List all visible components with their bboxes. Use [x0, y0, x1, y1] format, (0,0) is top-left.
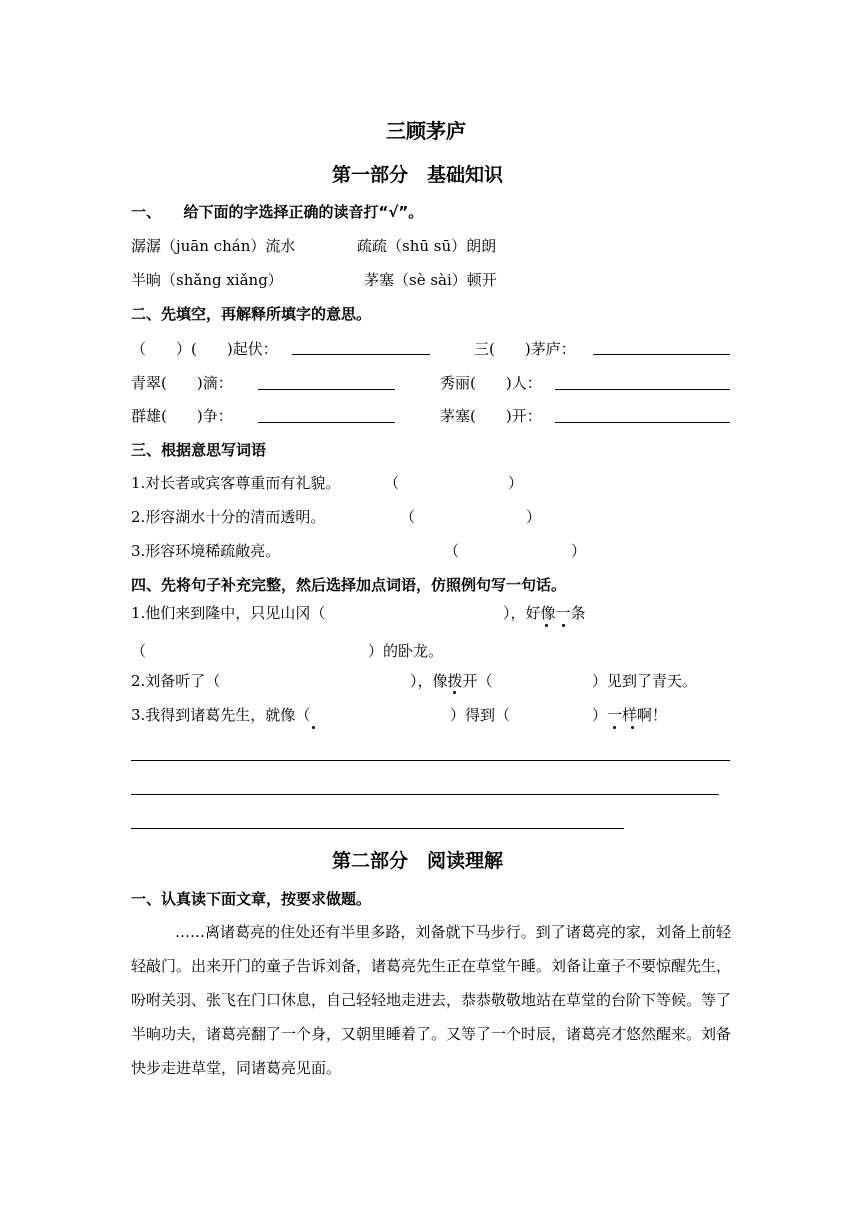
q1-heading: 一、 给下面的字选择正确的读音打“√”。	[131, 203, 424, 221]
emphasis-dot	[631, 726, 634, 729]
q2-answer-line[interactable]	[555, 422, 730, 423]
reading-passage	[131, 915, 731, 1085]
q2-answer-line[interactable]	[258, 422, 395, 423]
q4-sentence-1b: ），好像一条	[503, 604, 586, 622]
q3-item-2: 2.形容湖水十分的清而透明。	[131, 508, 326, 526]
part2-q1-heading: 一、认真读下面文章，按要求做题。	[131, 890, 372, 908]
q4-sentence-1a: 1.他们来到隆中，只见山冈（	[131, 604, 326, 622]
q3-paren-open: （	[384, 474, 400, 492]
q4-sentence-2c: ）见到了青天。	[592, 672, 698, 690]
q3-paren-close: ）	[571, 542, 587, 560]
q2-answer-line[interactable]	[292, 354, 430, 355]
q2-answer-line[interactable]	[258, 389, 395, 390]
q4-sentence-2b: ），像拨开（	[410, 672, 493, 690]
q3-paren-close: ）	[508, 474, 524, 492]
page-title: 三顾茅庐	[386, 119, 466, 143]
q4-sentence-2a: 2.刘备听了（	[131, 672, 221, 690]
q2-idiom-zheng: 群雄( )争：	[131, 407, 233, 425]
q4-sentence-1c: （	[131, 642, 147, 660]
q1-item-chanchan: 潺潺（juān chán）流水	[131, 237, 296, 255]
q4-sentence-3b: ）得到（	[450, 706, 511, 724]
q2-heading: 二、先填空，再解释所填字的意思。	[131, 305, 372, 323]
q3-item-1: 1.对长者或宾客尊重而有礼貌。	[131, 474, 341, 492]
q3-paren-open: （	[400, 508, 416, 526]
q2-idiom-qifu: （ ）( )起伏：	[131, 340, 278, 358]
emphasis-dot	[453, 691, 456, 694]
q4-writing-line[interactable]	[131, 828, 624, 829]
part2-heading: 第二部分 阅读理解	[332, 850, 504, 872]
q2-idiom-di: 青翠( )滴：	[131, 374, 233, 392]
q2-idiom-maolu: 三( )茅庐：	[474, 340, 576, 358]
q3-paren-close: ）	[526, 508, 542, 526]
q4-writing-line[interactable]	[131, 760, 730, 761]
emphasis-dot	[545, 624, 548, 627]
reading-passage-text: ……离诸葛亮的住处还有半里多路，刘备就下马步行。到了诸葛亮的家，刘备上前轻轻敲门。出来开门的童子告诉刘备，诸葛亮先生正在草堂午睡。刘备让童子不要惊醒先生，吩咐关羽、张飞在门口休息，自己轻轻地走进去，恭恭敬敬地站在草堂的台阶下等候。等了半晌功夫，诸葛亮翻了一个身，又朝里睡着了。又等了一个时辰，诸葛亮才悠然醒来。刘备快步走进草堂，同诸葛亮见面。	[131, 923, 732, 1077]
q3-paren-open: （	[444, 542, 460, 560]
q2-answer-line[interactable]	[555, 389, 730, 390]
q4-heading: 四、先将句子补充完整，然后选择加点词语，仿照例句写一句话。	[131, 576, 567, 594]
q3-item-3: 3.形容环境稀疏敞亮。	[131, 542, 281, 560]
q4-sentence-1d: ）的卧龙。	[368, 642, 444, 660]
q1-item-shushu: 疏疏（shū sū）朗朗	[357, 237, 497, 255]
q4-sentence-3c: ）一样啊！	[592, 706, 668, 724]
q4-writing-line[interactable]	[131, 794, 719, 795]
q1-item-maose: 茅塞（sè sài）顿开	[364, 271, 497, 289]
emphasis-dot	[312, 726, 315, 729]
part1-heading: 第一部分 基础知识	[332, 164, 504, 186]
q2-answer-line[interactable]	[593, 354, 730, 355]
emphasis-dot	[562, 624, 565, 627]
q2-idiom-ren: 秀丽( )人：	[440, 374, 542, 392]
q1-item-banshang: 半晌（shǎng xiǎng）	[131, 271, 283, 289]
q4-sentence-3a: 3.我得到诸葛先生，就像（	[131, 706, 311, 724]
q2-idiom-kai: 茅塞( )开：	[440, 407, 542, 425]
q3-heading: 三、根据意思写词语	[131, 441, 267, 459]
emphasis-dot	[613, 726, 616, 729]
